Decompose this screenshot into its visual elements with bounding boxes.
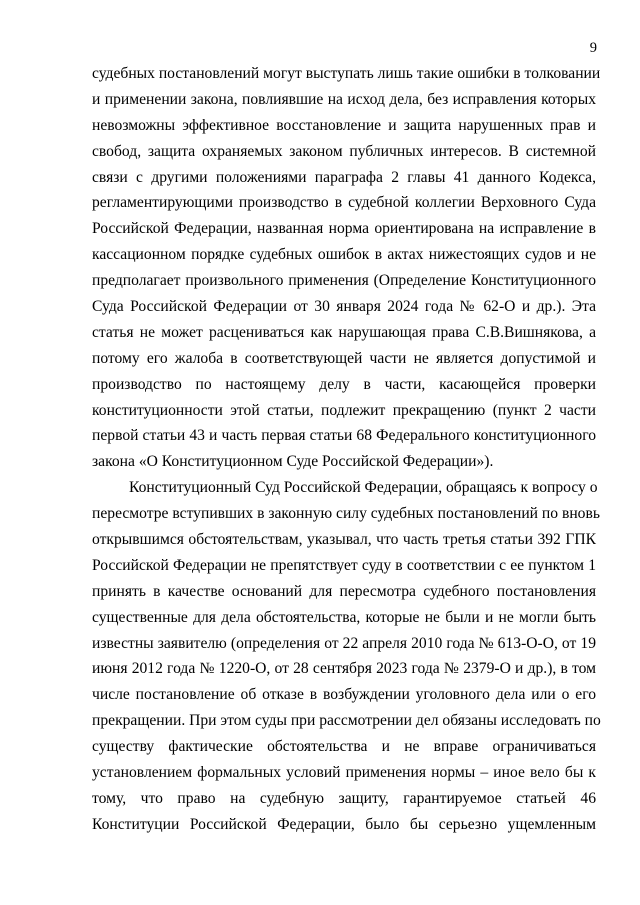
page-number: 9 (589, 40, 597, 56)
text-line: существу фактические обстоятельства и не вправе ограничиваться (92, 738, 596, 756)
text-line: существенные для дела обстоятельства, которые не были и не могли быть (92, 608, 596, 626)
text-line: Конституции Российской Федерации, было бы серьезно ущемленным (92, 815, 596, 833)
text-line: числе постановление об отказе в возбуждении уголовного дела или о его (92, 686, 596, 704)
text-line: конституционности этой статьи, подлежит прекращению (пункт 2 части (92, 401, 596, 419)
text-line: производство по настоящему делу в части, касающейся проверки (92, 375, 596, 393)
text-line: статья не может расцениваться как нарушающая права С.В.Вишнякова, а (92, 323, 596, 341)
text-line: связи с другими положениями параграфа 2 главы 41 данного Кодекса, (92, 168, 596, 186)
text-line: Конституционный Суд Российской Федерации, обращаясь к вопросу о (129, 479, 598, 497)
text-line: первой статьи 43 и часть первая статьи 68 Федерального конституционного (92, 427, 596, 445)
paragraph-1 (92, 61, 601, 475)
text-line: и применении закона, повлиявшие на исход дела, без исправления которых (92, 90, 596, 108)
text-line: предполагает произвольного применения (Определение Конституционного (92, 272, 596, 290)
text-line: закона «О Конституционном Суде Российской Федерации»). (92, 453, 494, 471)
text-line: невозможны эффективное восстановление и защита нарушенных прав и (92, 116, 596, 134)
paragraph-2 (92, 475, 601, 837)
text-line: судебных постановлений могут выступать лишь такие ошибки в толковании (92, 65, 601, 82)
text-line: открывшимся обстоятельствам, указывал, что часть третья статьи 392 ГПК (92, 531, 596, 549)
text-line: Российской Федерации не препятствует суду в соответствии с ее пунктом 1 (92, 556, 596, 574)
text-line: регламентирующими производство в судебной коллегии Верховного Суда (92, 194, 596, 212)
text-line: принять в качестве оснований для пересмотра судебного постановления (92, 582, 596, 600)
text-line: кассационном порядке судебных ошибок в актах нижестоящих судов и не (92, 246, 596, 264)
text-line: прекращении. При этом суды при рассмотрении дел обязаны исследовать по (92, 712, 601, 730)
body-text (92, 61, 601, 838)
text-line: Суда Российской Федерации от 30 января 2024 года № 62-О и др.). Эта (92, 298, 596, 316)
text-line: тому, что право на судебную защиту, гарантируемое статьей 46 (92, 789, 596, 807)
text-line: июня 2012 года № 1220-О, от 28 сентября 2023 года № 2379-О и др.), в том (92, 660, 596, 678)
text-line: пересмотре вступивших в законную силу судебных постановлений по вновь (92, 505, 600, 523)
text-line: установлением формальных условий применения нормы – иное вело бы к (92, 764, 596, 782)
text-line: потому его жалоба в соответствующей части не является допустимой и (92, 349, 596, 367)
text-line: Российской Федерации, названная норма ориентирована на исправление в (92, 220, 596, 238)
text-line: известны заявителю (определения от 22 апреля 2010 года № 613-О-О, от 19 (92, 634, 596, 652)
text-line: свобод, защита охраняемых законом публичных интересов. В системной (92, 142, 596, 160)
